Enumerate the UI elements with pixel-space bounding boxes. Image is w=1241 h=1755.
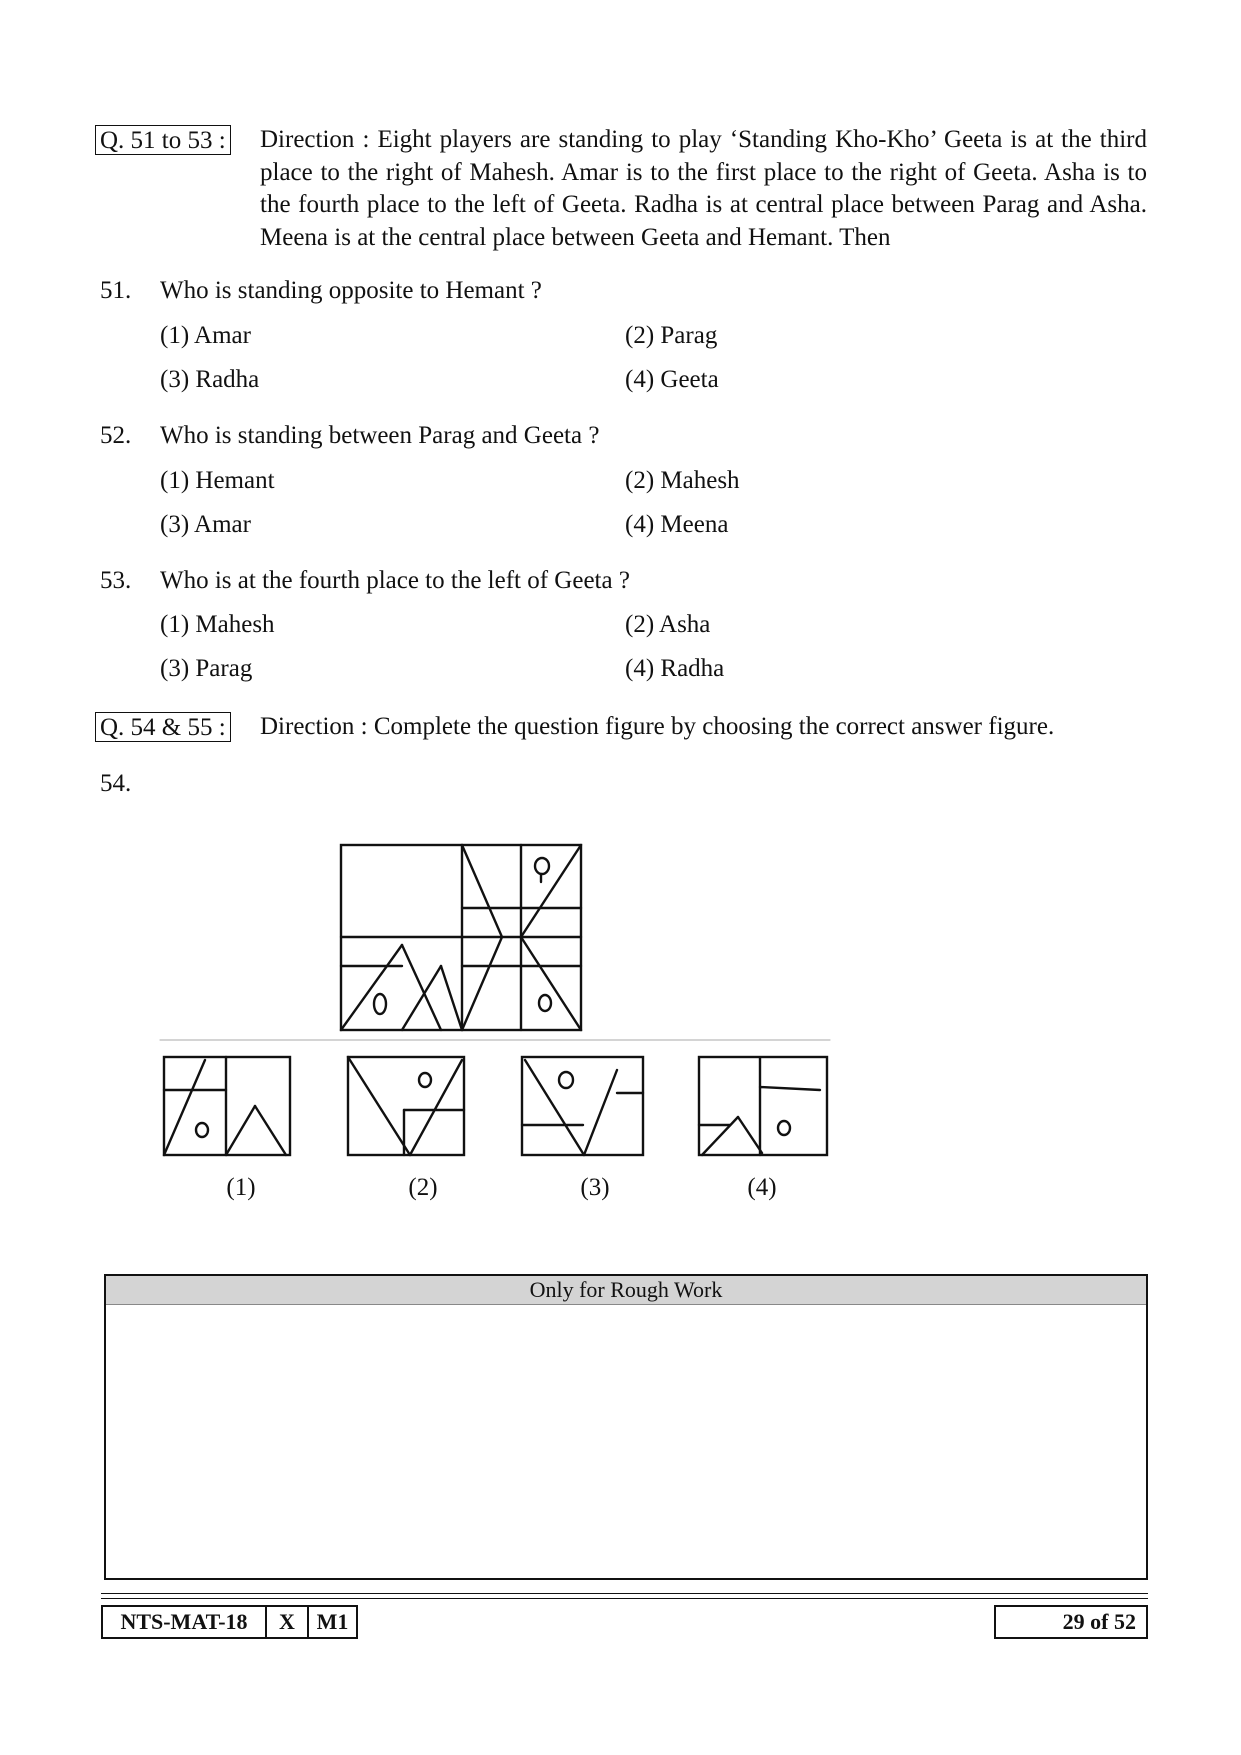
question-53-number: 53. xyxy=(100,567,132,594)
q52-option-1: (1) Hemant xyxy=(160,467,275,494)
direction-text-q51-53: Direction : Eight players are standing to play ‘Standing Kho-Kho’ Geeta is at the third place to the right of Mahesh. Amar is to the first place to the right of Geeta. Asha is to the fourth place to the left of Geeta. Radha is at central place between Parag and Asha. Meena is at the central place between Geeta and Hemant. Then xyxy=(260,126,1147,251)
footer-page-number: 29 of 52 xyxy=(994,1605,1148,1639)
answer-label-2: (2) xyxy=(408,1174,438,1201)
q51-option-1: (1) Amar xyxy=(160,322,251,349)
q52-option-3: (3) Amar xyxy=(160,511,251,538)
direction-text-q54-55: Direction : Complete the question figure by choosing the correct answer figure. xyxy=(260,713,1055,740)
answer-label-1: (1) xyxy=(226,1174,256,1201)
q51-option-4: (4) Geeta xyxy=(625,366,719,393)
q53-option-4: (4) Radha xyxy=(625,655,725,682)
question-52-number: 52. xyxy=(100,422,132,449)
q52-option-4: (4) Meena xyxy=(625,511,729,538)
footer-class: X xyxy=(265,1605,309,1639)
question-53-text: Who is at the fourth place to the left of Geeta ? xyxy=(160,567,630,594)
rough-work-heading: Only for Rough Work xyxy=(106,1276,1146,1305)
rough-work-box xyxy=(104,1274,1148,1580)
q53-option-1: (1) Mahesh xyxy=(160,611,275,638)
q52-option-2: (2) Mahesh xyxy=(625,467,740,494)
answer-figure-2 xyxy=(348,1057,464,1155)
q53-option-3: (3) Parag xyxy=(160,655,253,682)
answer-figure-1 xyxy=(164,1057,290,1155)
direction-label-q51-53: Q. 51 to 53 : xyxy=(95,125,231,155)
answer-figure-4 xyxy=(699,1057,827,1155)
q51-option-2: (2) Parag xyxy=(625,322,718,349)
q51-option-3: (3) Radha xyxy=(160,366,260,393)
answer-figure-3 xyxy=(522,1057,643,1155)
footer-exam-code: NTS-MAT-18 xyxy=(101,1605,267,1639)
question-52-text: Who is standing between Parag and Geeta ? xyxy=(160,422,600,449)
question-51-text: Who is standing opposite to Hemant ? xyxy=(160,277,542,304)
answer-label-4: (4) xyxy=(747,1174,777,1201)
answer-label-3: (3) xyxy=(580,1174,610,1201)
question-51-number: 51. xyxy=(100,277,132,304)
direction-label-q54-55: Q. 54 & 55 : xyxy=(95,712,231,742)
footer-rule xyxy=(101,1593,1148,1594)
question-figure-drawing xyxy=(341,845,581,1030)
footer-rule-secondary xyxy=(101,1598,1148,1599)
question-54-number: 54. xyxy=(100,770,132,797)
q53-option-2: (2) Asha xyxy=(625,611,711,638)
footer-medium: M1 xyxy=(307,1605,358,1639)
